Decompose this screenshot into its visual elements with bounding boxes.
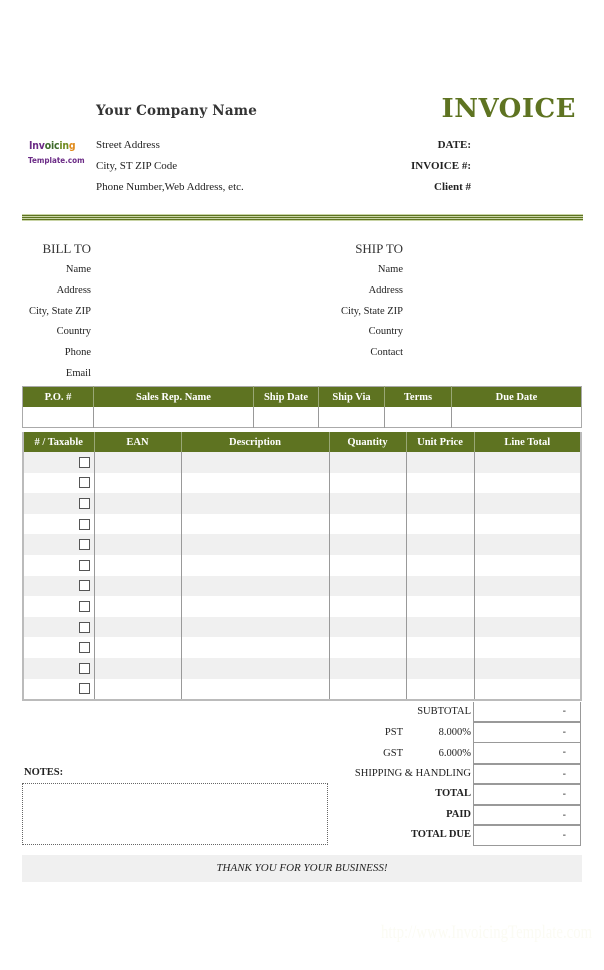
description-cell[interactable] bbox=[181, 596, 329, 617]
subtotal-value: - bbox=[473, 702, 581, 722]
ean-cell[interactable] bbox=[94, 534, 181, 555]
description-cell[interactable] bbox=[181, 493, 329, 514]
due-date-cell[interactable] bbox=[452, 407, 582, 428]
table-row bbox=[23, 637, 581, 658]
taxable-cell bbox=[23, 658, 94, 679]
order-info-table bbox=[22, 386, 582, 428]
header-divider bbox=[22, 214, 583, 221]
unit-price-cell[interactable] bbox=[406, 617, 474, 638]
description-header: Description bbox=[181, 432, 329, 452]
ship-via-cell[interactable] bbox=[319, 407, 385, 428]
pst-value: - bbox=[473, 722, 581, 743]
bill-to-heading: BILL TO bbox=[42, 241, 91, 256]
ship-to-name-label: Name bbox=[377, 264, 403, 275]
description-cell[interactable] bbox=[181, 658, 329, 679]
taxable-cell bbox=[23, 473, 94, 494]
taxable-checkbox[interactable] bbox=[79, 663, 90, 674]
description-cell[interactable] bbox=[181, 534, 329, 555]
logo: Invoicing bbox=[29, 139, 76, 152]
ship-to-address-label: Address bbox=[368, 285, 403, 296]
ean-cell[interactable] bbox=[94, 637, 181, 658]
due-date-header: Due Date bbox=[452, 387, 582, 408]
unit-price-cell[interactable] bbox=[406, 534, 474, 555]
line-total-cell bbox=[474, 534, 581, 555]
date-label: DATE: bbox=[437, 139, 471, 151]
ean-cell[interactable] bbox=[94, 576, 181, 597]
unit-price-cell[interactable] bbox=[406, 555, 474, 576]
unit-price-header: Unit Price bbox=[406, 432, 474, 452]
total-due-value: - bbox=[473, 825, 581, 846]
ship-date-cell[interactable] bbox=[254, 407, 319, 428]
shipping-value[interactable]: - bbox=[473, 764, 581, 784]
description-cell[interactable] bbox=[181, 473, 329, 494]
unit-price-cell[interactable] bbox=[406, 452, 474, 473]
ean-cell[interactable] bbox=[94, 658, 181, 679]
line-total-cell bbox=[474, 555, 581, 576]
taxable-checkbox[interactable] bbox=[79, 642, 90, 653]
street-address: Street Address bbox=[96, 139, 160, 151]
description-cell[interactable] bbox=[181, 452, 329, 473]
taxable-cell bbox=[23, 514, 94, 535]
ean-cell[interactable] bbox=[94, 493, 181, 514]
ship-to-country-label: Country bbox=[368, 326, 403, 337]
table-row bbox=[23, 473, 581, 494]
taxable-checkbox[interactable] bbox=[79, 622, 90, 633]
phone-web: Phone Number,Web Address, etc. bbox=[96, 181, 244, 193]
ean-cell[interactable] bbox=[94, 596, 181, 617]
description-cell[interactable] bbox=[181, 617, 329, 638]
taxable-checkbox[interactable] bbox=[79, 457, 90, 468]
description-cell[interactable] bbox=[181, 514, 329, 535]
logo-subtext: Template.com bbox=[28, 156, 85, 165]
terms-cell[interactable] bbox=[385, 407, 452, 428]
bill-to-email-label: Email bbox=[65, 368, 91, 379]
taxable-cell bbox=[23, 576, 94, 597]
line-total-cell bbox=[474, 637, 581, 658]
invoice-number-label: INVOICE #: bbox=[411, 160, 471, 172]
quantity-cell[interactable] bbox=[329, 514, 406, 535]
ean-cell[interactable] bbox=[94, 555, 181, 576]
table-row bbox=[23, 596, 581, 617]
company-name: Your Company Name bbox=[96, 103, 258, 119]
ship-to-city-label: City, State ZIP bbox=[340, 306, 403, 317]
unit-price-cell[interactable] bbox=[406, 679, 474, 701]
bill-to-city-label: City, State ZIP bbox=[28, 306, 91, 317]
pst-label: PST bbox=[384, 727, 403, 738]
unit-price-cell[interactable] bbox=[406, 576, 474, 597]
line-total-cell bbox=[474, 658, 581, 679]
unit-price-cell[interactable] bbox=[406, 514, 474, 535]
line-items-table bbox=[22, 432, 582, 701]
total-label: TOTAL bbox=[435, 788, 471, 799]
line-total-cell bbox=[474, 617, 581, 638]
table-row bbox=[23, 576, 581, 597]
table-row bbox=[23, 679, 581, 701]
client-number-label: Client # bbox=[434, 181, 471, 193]
description-cell[interactable] bbox=[181, 555, 329, 576]
ean-cell[interactable] bbox=[94, 514, 181, 535]
bill-to-phone-label: Phone bbox=[64, 347, 91, 358]
line-total-cell bbox=[474, 473, 581, 494]
terms-header: Terms bbox=[385, 387, 452, 408]
ean-cell[interactable] bbox=[94, 617, 181, 638]
taxable-checkbox[interactable] bbox=[79, 580, 90, 591]
line-total-header: Line Total bbox=[474, 432, 581, 452]
table-row bbox=[23, 658, 581, 679]
invoice-title: INVOICE bbox=[441, 94, 576, 124]
taxable-cell bbox=[23, 555, 94, 576]
city-zip: City, ST ZIP Code bbox=[96, 160, 178, 172]
taxable-checkbox[interactable] bbox=[79, 498, 90, 509]
ship-via-header: Ship Via bbox=[319, 387, 385, 408]
total-due-label: TOTAL DUE bbox=[410, 829, 471, 840]
shipping-label: SHIPPING & HANDLING bbox=[354, 768, 471, 779]
ship-to-contact-label: Contact bbox=[370, 347, 403, 358]
unit-price-cell[interactable] bbox=[406, 473, 474, 494]
paid-value[interactable]: - bbox=[473, 805, 581, 825]
taxable-cell bbox=[23, 617, 94, 638]
line-total-cell bbox=[474, 576, 581, 597]
quantity-cell[interactable] bbox=[329, 576, 406, 597]
sales-rep-cell[interactable] bbox=[94, 407, 254, 428]
taxable-checkbox[interactable] bbox=[79, 477, 90, 488]
quantity-cell[interactable] bbox=[329, 555, 406, 576]
description-cell[interactable] bbox=[181, 576, 329, 597]
description-cell[interactable] bbox=[181, 637, 329, 658]
quantity-cell[interactable] bbox=[329, 493, 406, 514]
quantity-cell[interactable] bbox=[329, 637, 406, 658]
taxable-cell bbox=[23, 596, 94, 617]
subtotal-label: SUBTOTAL bbox=[417, 706, 471, 717]
taxable-checkbox[interactable] bbox=[79, 683, 90, 694]
quantity-cell[interactable] bbox=[329, 658, 406, 679]
gst-label: GST bbox=[383, 748, 403, 759]
taxable-checkbox[interactable] bbox=[79, 601, 90, 612]
table-row bbox=[23, 493, 581, 514]
taxable-cell bbox=[23, 637, 94, 658]
taxable-checkbox[interactable] bbox=[79, 539, 90, 550]
notes-label: NOTES: bbox=[24, 767, 64, 778]
taxable-cell bbox=[23, 679, 94, 701]
ship-date-header: Ship Date bbox=[254, 387, 319, 408]
taxable-header: # / Taxable bbox=[23, 432, 94, 452]
table-row bbox=[23, 534, 581, 555]
taxable-checkbox[interactable] bbox=[79, 519, 90, 530]
quantity-cell[interactable] bbox=[329, 473, 406, 494]
paid-label: PAID bbox=[446, 809, 471, 820]
total-value: - bbox=[473, 784, 581, 805]
line-total-cell bbox=[474, 679, 581, 701]
pst-rate[interactable]: 8.000% bbox=[438, 727, 471, 738]
notes-field[interactable] bbox=[22, 783, 328, 845]
quantity-cell[interactable] bbox=[329, 679, 406, 701]
bill-to-country-label: Country bbox=[56, 326, 91, 337]
ship-to-heading: SHIP TO bbox=[355, 241, 403, 256]
taxable-cell bbox=[23, 452, 94, 473]
ean-cell[interactable] bbox=[94, 679, 181, 701]
taxable-cell bbox=[23, 493, 94, 514]
po-cell[interactable] bbox=[23, 407, 94, 428]
quantity-cell[interactable] bbox=[329, 596, 406, 617]
ean-cell[interactable] bbox=[94, 473, 181, 494]
taxable-checkbox[interactable] bbox=[79, 560, 90, 571]
gst-rate[interactable]: 6.000% bbox=[438, 748, 471, 759]
ean-cell[interactable] bbox=[94, 452, 181, 473]
unit-price-cell[interactable] bbox=[406, 637, 474, 658]
table-row bbox=[23, 617, 581, 638]
line-total-cell bbox=[474, 452, 581, 473]
quantity-header: Quantity bbox=[329, 432, 406, 452]
watermark: http://www.InvoicingTemplate.com bbox=[381, 922, 593, 943]
table-row bbox=[23, 514, 581, 535]
unit-price-cell[interactable] bbox=[406, 658, 474, 679]
line-total-cell bbox=[474, 493, 581, 514]
sales-rep-header: Sales Rep. Name bbox=[94, 387, 254, 408]
line-total-cell bbox=[474, 596, 581, 617]
quantity-cell[interactable] bbox=[329, 452, 406, 473]
thank-you-message: THANK YOU FOR YOUR BUSINESS! bbox=[22, 855, 582, 882]
taxable-cell bbox=[23, 534, 94, 555]
bill-to-address-label: Address bbox=[56, 285, 91, 296]
quantity-cell[interactable] bbox=[329, 534, 406, 555]
quantity-cell[interactable] bbox=[329, 617, 406, 638]
table-row bbox=[23, 452, 581, 473]
unit-price-cell[interactable] bbox=[406, 493, 474, 514]
ean-header: EAN bbox=[94, 432, 181, 452]
description-cell[interactable] bbox=[181, 679, 329, 701]
line-total-cell bbox=[474, 514, 581, 535]
bill-to-name-label: Name bbox=[65, 264, 91, 275]
gst-value: - bbox=[473, 743, 581, 764]
unit-price-cell[interactable] bbox=[406, 596, 474, 617]
po-header: P.O. # bbox=[23, 387, 94, 408]
table-row bbox=[23, 555, 581, 576]
